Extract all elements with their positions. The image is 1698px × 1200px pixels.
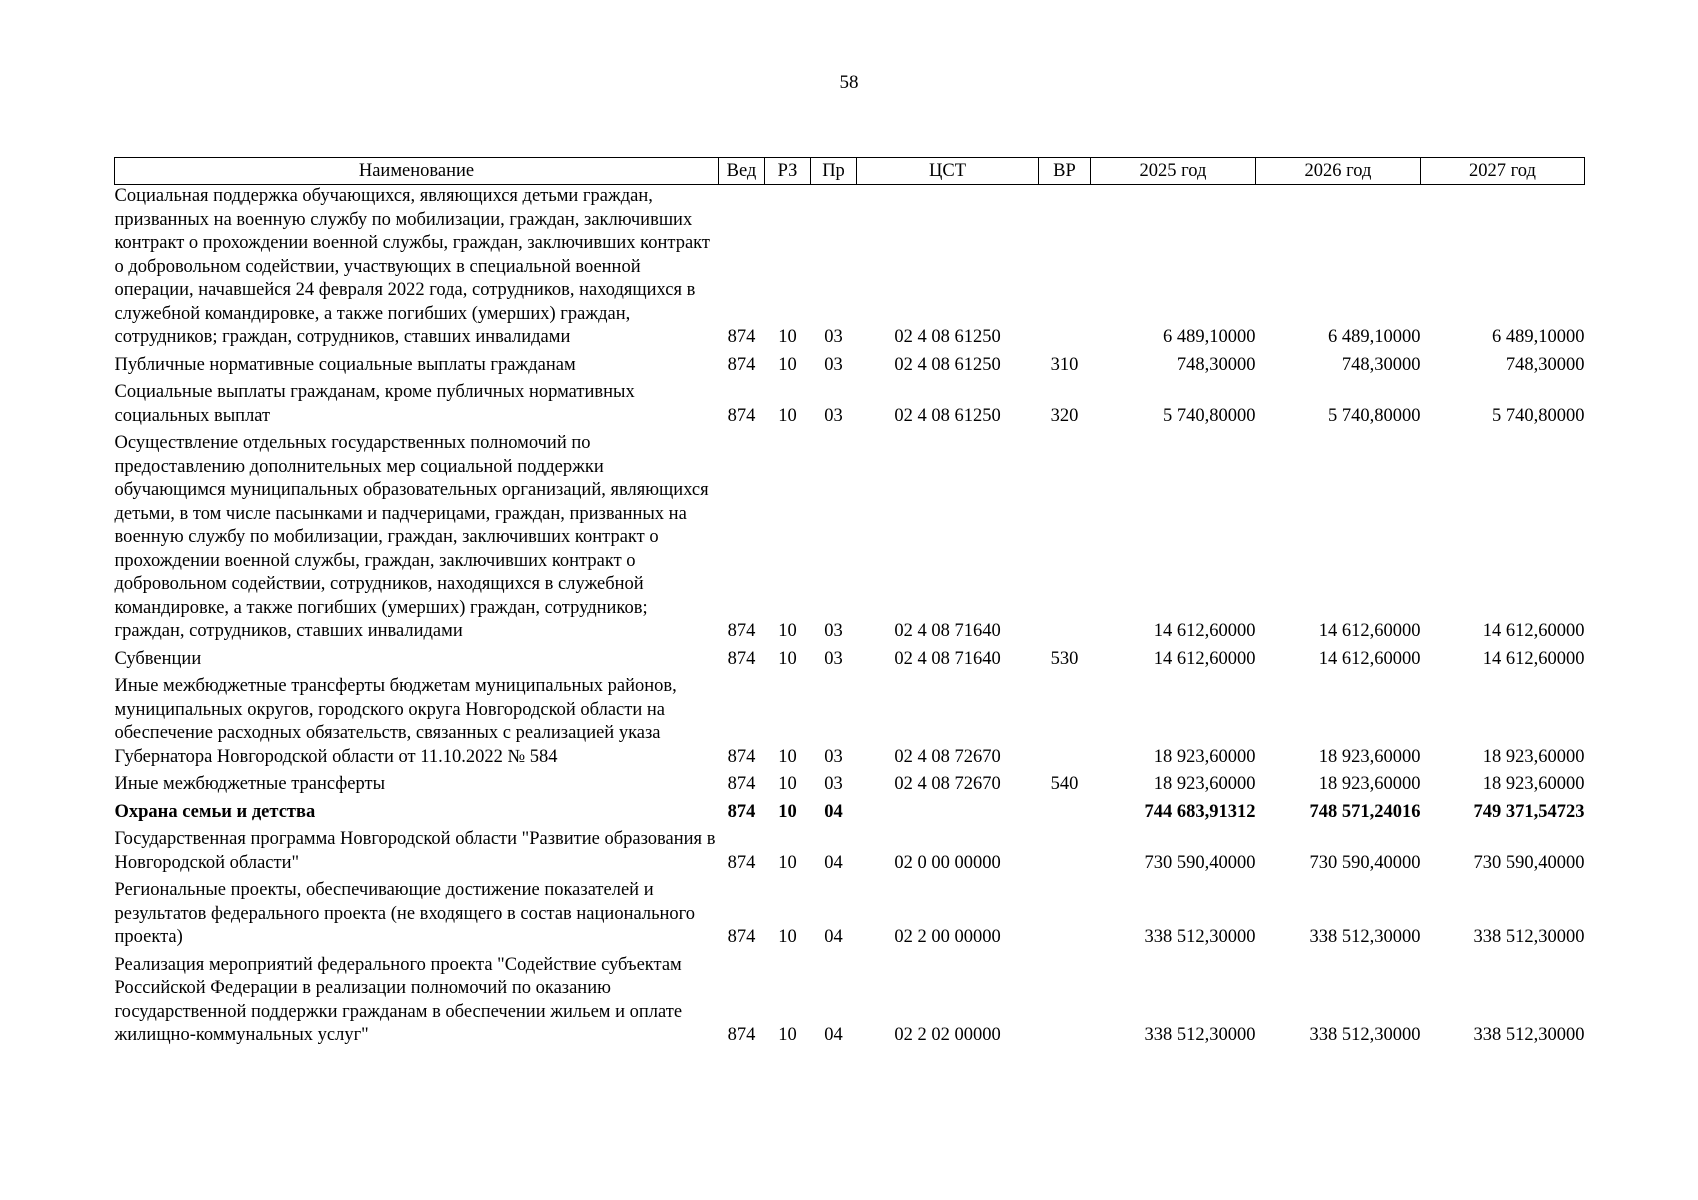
row-2027: 338 512,30000: [1473, 927, 1585, 947]
row-rz: 10: [778, 327, 797, 347]
row-2025: 5 740,80000: [1163, 405, 1256, 426]
row-pr: 04: [824, 852, 843, 873]
row-ved: 874: [727, 1025, 756, 1045]
row-pr: 03: [824, 621, 843, 641]
header-2025: 2025 год: [1091, 158, 1256, 185]
row-vr: 320: [1050, 405, 1079, 426]
row-2025: 14 612,60000: [1153, 648, 1256, 669]
row-name: Региональные проекты, обеспечивающие достижение показателей и результатов федерального проекта (не входящего в состав национального проекта): [114, 880, 696, 947]
header-cst: ЦСТ: [857, 158, 1039, 185]
row-2025: 730 590,40000: [1144, 852, 1256, 873]
row-2027: 18 923,60000: [1482, 746, 1585, 767]
row-2025: 18 923,60000: [1153, 746, 1256, 767]
row-vr: [1039, 879, 1091, 954]
row-pr: 03: [824, 354, 843, 375]
row-rz: 10: [778, 621, 797, 641]
row-2026: 5 740,80000: [1328, 405, 1421, 426]
table-row-section: [115, 801, 1585, 829]
row-ved: 874: [727, 746, 756, 767]
row-2025: 748,30000: [1176, 354, 1256, 375]
table-row: [115, 648, 1585, 676]
row-name: Осуществление отдельных государственных полномочий по предоставлению дополнительных мер социальной поддержки обучающимся муниципальных образовательных организаций, являющихся детьми, в том числе пасынками и падчерицами, граждан, призванных на военную службу по мобилизации, граждан, заключивших контракт о прохождении военной службы, граждан, заключивших контракт о добровольном содействии, сотрудников, находящихся в служебной командировке, а также погибших (умерших) граждан, сотрудников; граждан, сотрудников, ставших инвалидами: [114, 433, 709, 641]
row-cst: 02 0 00 00000: [894, 852, 1001, 873]
row-2027: 6 489,10000: [1492, 327, 1585, 347]
table-row: [115, 828, 1585, 879]
row-2027: 18 923,60000: [1482, 774, 1585, 794]
row-vr: [1039, 432, 1091, 648]
row-name: Государственная программа Новгородской области "Развитие образования в Новгородской области": [114, 829, 716, 873]
row-vr: [1039, 675, 1091, 773]
row-vr: [1039, 801, 1091, 829]
row-pr: 04: [824, 927, 843, 947]
row-2026: 14 612,60000: [1318, 648, 1421, 669]
table-row: [115, 432, 1585, 648]
row-ved: 874: [727, 852, 756, 873]
row-ved: 874: [727, 327, 756, 347]
row-pr: 04: [824, 801, 843, 822]
row-vr: 540: [1050, 774, 1079, 794]
row-ved: 874: [727, 405, 756, 426]
header-pr: Пр: [811, 158, 857, 185]
row-name: Социальная поддержка обучающихся, являющихся детьми граждан, призванных на военную службу по мобилизации, граждан, заключивших контракт о прохождении военной службы, граждан, заключивших контракт о добровольном содействии, участвующих в специальной военной операции, начавшейся 24 февраля 2022 года, сотрудников, находящихся в служебной командировке, а также погибших (умерших) граждан, сотрудников; граждан, сотрудников, ставших инвалидами: [114, 186, 710, 347]
row-cst: 02 4 08 61250: [894, 354, 1001, 375]
row-name: Субвенции: [114, 648, 202, 669]
row-pr: 03: [824, 648, 843, 669]
row-rz: 10: [778, 354, 797, 375]
table-body: [115, 185, 1585, 1052]
row-2027: 14 612,60000: [1482, 648, 1585, 669]
table-row: [115, 354, 1585, 382]
row-2026: 18 923,60000: [1318, 774, 1421, 794]
row-cst: 02 2 02 00000: [894, 1025, 1001, 1045]
row-pr: 03: [824, 774, 843, 794]
row-pr: 03: [824, 746, 843, 767]
table-header: [115, 158, 1585, 185]
row-2026: 338 512,30000: [1309, 1025, 1421, 1045]
header-name: Наименование: [115, 158, 719, 185]
header-vr: ВР: [1039, 158, 1091, 185]
row-rz: 10: [778, 746, 797, 767]
row-vr: 530: [1050, 648, 1079, 669]
row-2027: 748,30000: [1505, 354, 1585, 375]
header-2027: 2027 год: [1421, 158, 1585, 185]
row-cst: [857, 801, 1039, 829]
row-cst: 02 4 08 61250: [894, 405, 1001, 426]
row-2026: 14 612,60000: [1318, 621, 1421, 641]
row-rz: 10: [778, 648, 797, 669]
row-name: Иные межбюджетные трансферты бюджетам муниципальных районов, муниципальных округов, городского округа Новгородской области на обеспечение расходных обязательств, связанных с реализацией указа Губернатора Новгородской области от 11.10.2022 № 584: [114, 676, 677, 767]
row-2025: 338 512,30000: [1144, 927, 1256, 947]
budget-table: [114, 157, 1585, 1052]
row-2026: 748 571,24016: [1309, 801, 1421, 822]
table-row: [115, 879, 1585, 954]
row-2025: 14 612,60000: [1153, 621, 1256, 641]
row-2025: 744 683,91312: [1144, 801, 1256, 822]
row-cst: 02 2 00 00000: [894, 927, 1001, 947]
row-2026: 338 512,30000: [1309, 927, 1421, 947]
row-rz: 10: [778, 852, 797, 873]
row-2027: 14 612,60000: [1482, 621, 1585, 641]
row-pr: 03: [824, 405, 843, 426]
row-ved: 874: [727, 927, 756, 947]
row-cst: 02 4 08 71640: [894, 621, 1001, 641]
row-2027: 338 512,30000: [1473, 1025, 1585, 1045]
row-ved: 874: [727, 354, 756, 375]
row-2025: 338 512,30000: [1144, 1025, 1256, 1045]
header-rz: РЗ: [765, 158, 811, 185]
row-rz: 10: [778, 927, 797, 947]
row-cst: 02 4 08 72670: [894, 774, 1001, 794]
table-row: [115, 675, 1585, 773]
row-vr: [1039, 954, 1091, 1052]
row-2026: 748,30000: [1341, 354, 1421, 375]
row-2026: 730 590,40000: [1309, 852, 1421, 873]
row-ved: 874: [727, 621, 756, 641]
row-rz: 10: [778, 405, 797, 426]
row-cst: 02 4 08 72670: [894, 746, 1001, 767]
row-name: Иные межбюджетные трансферты: [114, 774, 386, 794]
row-2025: 18 923,60000: [1153, 774, 1256, 794]
row-name: Охрана семьи и детства: [114, 801, 316, 822]
row-2026: 6 489,10000: [1328, 327, 1421, 347]
row-2026: 18 923,60000: [1318, 746, 1421, 767]
row-cst: 02 4 08 61250: [894, 327, 1001, 347]
row-pr: 04: [824, 1025, 843, 1045]
row-rz: 10: [778, 774, 797, 794]
header-2026: 2026 год: [1256, 158, 1421, 185]
header-ved: Вед: [719, 158, 765, 185]
row-pr: 03: [824, 327, 843, 347]
row-2027: 749 371,54723: [1473, 801, 1585, 822]
row-vr: 310: [1050, 354, 1079, 375]
row-2027: 5 740,80000: [1492, 405, 1585, 426]
row-name: Реализация мероприятий федерального проекта "Содействие субъектам Российской Федерации в реализации полномочий по оказанию государственной поддержки гражданам в обеспечении жильем и оплате жилищно-коммунальных услуг": [114, 954, 683, 1045]
row-2027: 730 590,40000: [1473, 852, 1585, 873]
table-row: [115, 381, 1585, 432]
row-vr: [1039, 185, 1091, 354]
row-name: Социальные выплаты гражданам, кроме публичных нормативных социальных выплат: [114, 382, 635, 426]
row-cst: 02 4 08 71640: [894, 648, 1001, 669]
table-row: [115, 773, 1585, 801]
table-row: [115, 954, 1585, 1052]
row-ved: 874: [727, 774, 756, 794]
row-ved: 874: [727, 801, 756, 822]
row-rz: 10: [778, 1025, 797, 1045]
row-2025: 6 489,10000: [1163, 327, 1256, 347]
row-rz: 10: [778, 801, 797, 822]
table-row: [115, 185, 1585, 354]
row-ved: 874: [727, 648, 756, 669]
row-vr: [1039, 828, 1091, 879]
page-number: 58: [839, 72, 859, 93]
row-name: Публичные нормативные социальные выплаты гражданам: [114, 354, 576, 375]
